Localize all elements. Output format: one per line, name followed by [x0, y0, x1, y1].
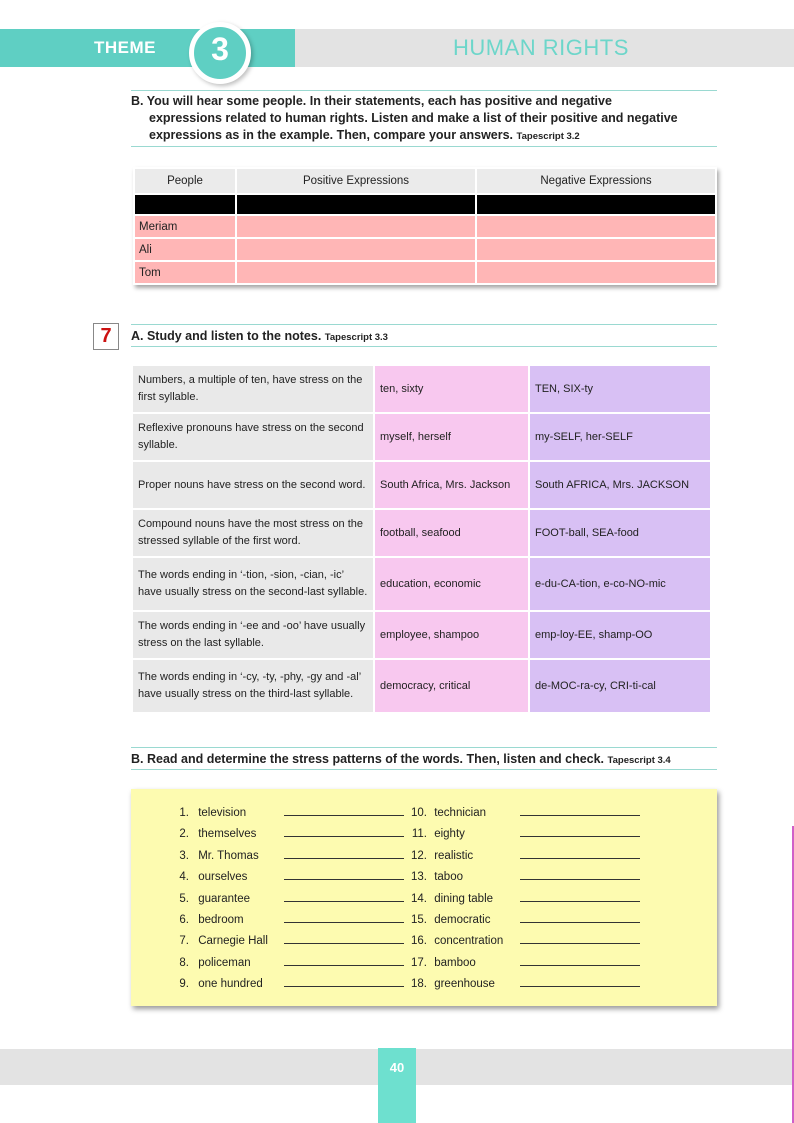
answer-line[interactable]: [520, 973, 640, 987]
theme-label: THEME: [94, 38, 156, 57]
table-row: [135, 239, 715, 260]
tapescript-label: Tapescript 3.3: [324, 332, 388, 343]
item-word: one hundred: [198, 978, 263, 991]
item-word: eighty: [434, 828, 465, 841]
page-title: HUMAN RIGHTS: [453, 35, 629, 60]
divider: [131, 747, 717, 748]
header-positive: Positive Expressions: [237, 169, 475, 193]
item-word: democratic: [434, 913, 491, 926]
item-number: 15.: [411, 913, 427, 926]
list-item: [405, 845, 640, 866]
stress-cell: emp-loy-EE, shamp-OO: [530, 612, 710, 658]
tapescript-label: Tapescript 3.2: [516, 131, 580, 142]
tapescript-label: Tapescript 3.4: [607, 755, 671, 766]
example-cell: employee, shampoo: [375, 612, 528, 658]
example-cell: myself, herself: [375, 414, 528, 460]
blank-cell: [477, 195, 715, 214]
stress-notes-table: [131, 364, 712, 714]
answer-line[interactable]: [520, 866, 640, 880]
divider: [131, 324, 717, 325]
word-list-right: [405, 802, 640, 995]
table-row: [133, 612, 710, 658]
word-list-left: [171, 802, 404, 995]
list-item: [405, 823, 640, 844]
list-item: [405, 866, 640, 887]
page-number: 40: [389, 1060, 405, 1075]
section-b2-title: B. Read and determine the stress patterns of the words. Then, listen and check.: [131, 752, 605, 766]
positive-cell[interactable]: [237, 239, 475, 260]
rule-cell: The words ending in ‘-cy, -ty, -phy, -gy and -al’ have usually stress on the third-last syllable.: [133, 660, 373, 712]
item-word: Carnegie Hall: [198, 935, 268, 948]
answer-line[interactable]: [520, 930, 640, 944]
item-number: 16.: [411, 935, 427, 948]
divider: [131, 769, 717, 770]
item-number: 14.: [411, 892, 427, 905]
positive-cell[interactable]: [237, 262, 475, 283]
stress-cell: TEN, SIX-ty: [530, 366, 710, 412]
answer-line[interactable]: [520, 888, 640, 902]
answer-line[interactable]: [520, 802, 640, 816]
example-cell: education, economic: [375, 558, 528, 610]
stress-cell: FOOT-ball, SEA-food: [530, 510, 710, 556]
negative-cell[interactable]: [477, 239, 715, 260]
list-item: [171, 888, 404, 909]
list-item: [405, 973, 640, 994]
blank-cell: [237, 195, 475, 214]
answer-line[interactable]: [284, 802, 404, 816]
list-item: [171, 973, 404, 994]
item-number: 9.: [179, 978, 189, 991]
divider: [131, 346, 717, 347]
item-word: bedroom: [198, 913, 244, 926]
answer-line[interactable]: [284, 930, 404, 944]
item-word: bamboo: [434, 956, 476, 969]
answer-line[interactable]: [284, 952, 404, 966]
item-number: 13.: [411, 871, 427, 884]
item-word: realistic: [434, 849, 474, 862]
item-number: 7.: [179, 935, 189, 948]
list-item: [171, 930, 404, 951]
example-cell: ten, sixty: [375, 366, 528, 412]
divider: [131, 146, 717, 147]
item-word: taboo: [434, 871, 463, 884]
list-item: [171, 866, 404, 887]
rule-cell: Compound nouns have the most stress on the stressed syllable of the first word.: [133, 510, 373, 556]
list-item: [405, 909, 640, 930]
theme-number: 3: [211, 31, 229, 67]
item-number: 11.: [411, 828, 427, 841]
header-negative: Negative Expressions: [477, 169, 715, 193]
item-number: 8.: [179, 956, 189, 969]
item-word: Mr. Thomas: [198, 849, 259, 862]
page-number-box: [378, 1048, 416, 1123]
negative-cell[interactable]: [477, 216, 715, 237]
theme-number-badge: [189, 22, 251, 84]
answer-line[interactable]: [520, 823, 640, 837]
rule-cell: Proper nouns have stress on the second word.: [133, 462, 373, 508]
section-b2-heading: [131, 751, 671, 769]
item-number: 1.: [179, 807, 189, 819]
item-word: guarantee: [198, 892, 250, 905]
divider: [131, 90, 717, 91]
answer-line[interactable]: [284, 823, 404, 837]
positive-cell[interactable]: [237, 216, 475, 237]
item-word: greenhouse: [434, 978, 495, 991]
answer-line[interactable]: [520, 845, 640, 859]
header-people: People: [135, 169, 235, 193]
table-row: [135, 216, 715, 237]
item-number: 6.: [179, 913, 189, 926]
instruction-line-3-text: expressions as in the example. Then, compare your answers.: [149, 128, 514, 142]
example-cell: South Africa, Mrs. Jackson: [375, 462, 528, 508]
example-cell: football, seafood: [375, 510, 528, 556]
exercise-number: 7: [93, 323, 119, 350]
table-row: [133, 558, 710, 610]
answer-line[interactable]: [520, 952, 640, 966]
rule-cell: The words ending in ‘-ee and -oo’ have usually stress on the last syllable.: [133, 612, 373, 658]
item-word: dining table: [434, 892, 494, 905]
item-number: 17.: [411, 956, 427, 969]
table-row: [135, 262, 715, 283]
item-word: technician: [434, 807, 486, 819]
list-item: [405, 802, 640, 823]
table-row: [133, 414, 710, 460]
expressions-table: [133, 167, 717, 285]
instruction-line-1: B. You will hear some people. In their statements, each has positive and negative: [131, 94, 612, 108]
item-word: television: [198, 807, 247, 819]
instruction-line-2: expressions related to human rights. Listen and make a list of their positive and negative: [149, 111, 678, 125]
stress-cell: my-SELF, her-SELF: [530, 414, 710, 460]
item-word: concentration: [434, 935, 504, 948]
word-list-box: [131, 789, 717, 1006]
list-item: [405, 930, 640, 951]
answer-line[interactable]: [284, 973, 404, 987]
item-word: themselves: [198, 828, 257, 841]
stress-cell: e-du-CA-tion, e-co-NO-mic: [530, 558, 710, 610]
answer-line[interactable]: [520, 909, 640, 923]
table-row: [133, 462, 710, 508]
person-name: Tom: [135, 262, 235, 283]
list-item: [171, 802, 404, 823]
answer-line[interactable]: [284, 845, 404, 859]
instruction-line-3: [131, 127, 678, 145]
section-a-title: A. Study and listen to the notes.: [131, 329, 322, 343]
list-item: [171, 952, 404, 973]
blank-cell: [135, 195, 235, 214]
section-a-heading: [131, 328, 388, 346]
stress-cell: de-MOC-ra-cy, CRI-ti-cal: [530, 660, 710, 712]
table-row: [133, 660, 710, 712]
list-item: [171, 823, 404, 844]
item-number: 10.: [411, 807, 427, 819]
rule-cell: The words ending in ‘-tion, -sion, -cian, -ic’ have usually stress on the second-last syllable.: [133, 558, 373, 610]
rule-cell: Reflexive pronouns have stress on the second syllable.: [133, 414, 373, 460]
table-row: [133, 366, 710, 412]
item-word: ourselves: [198, 871, 248, 884]
person-name: Meriam: [135, 216, 235, 237]
negative-cell[interactable]: [477, 262, 715, 283]
answer-line[interactable]: [284, 909, 404, 923]
table-row: [133, 510, 710, 556]
item-number: 2.: [179, 828, 189, 841]
list-item: [171, 845, 404, 866]
item-number: 12.: [411, 849, 427, 862]
item-number: 4.: [179, 871, 189, 884]
list-item: [405, 888, 640, 909]
list-item: [405, 952, 640, 973]
section-b-instructions: [131, 93, 678, 145]
rule-cell: Numbers, a multiple of ten, have stress on the first syllable.: [133, 366, 373, 412]
person-name: Ali: [135, 239, 235, 260]
example-cell: democracy, critical: [375, 660, 528, 712]
item-number: 5.: [179, 892, 189, 905]
item-number: 3.: [179, 849, 189, 862]
answer-line[interactable]: [284, 866, 404, 880]
stress-cell: South AFRICA, Mrs. JACKSON: [530, 462, 710, 508]
item-word: policeman: [198, 956, 251, 969]
list-item: [171, 909, 404, 930]
answer-line[interactable]: [284, 888, 404, 902]
item-number: 18.: [411, 978, 427, 991]
